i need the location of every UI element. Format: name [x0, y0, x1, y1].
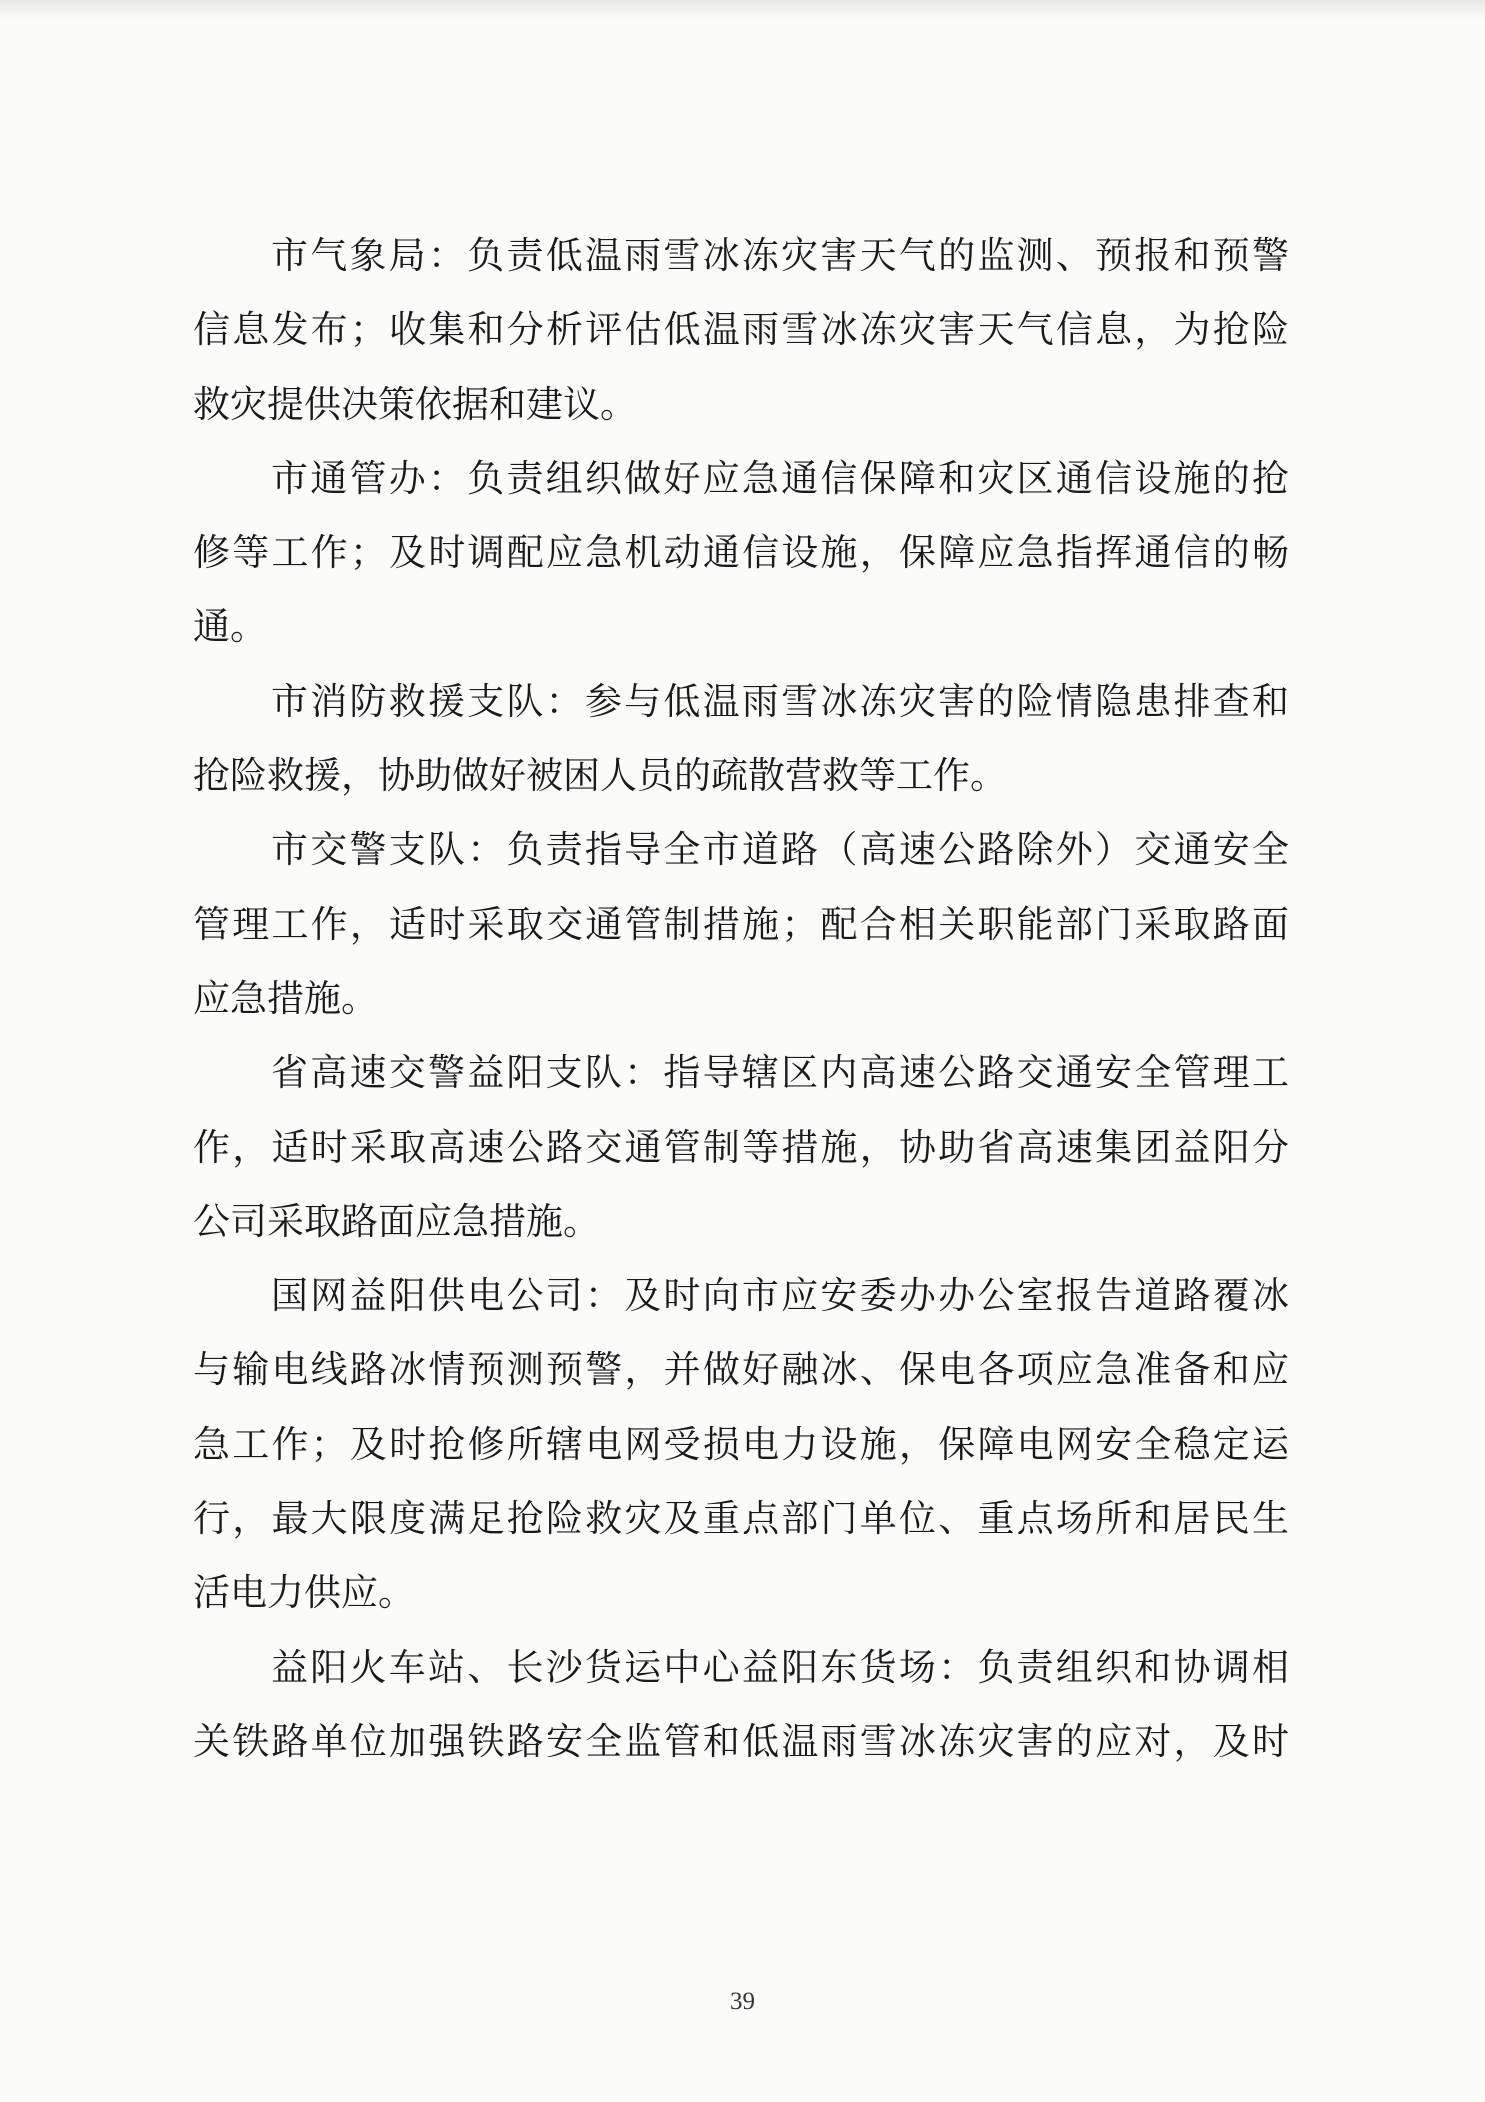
paragraph-line: 市消防救援支队：参与低温雨雪冰冻灾害的险情隐患排查和: [271, 679, 1289, 723]
paragraph-line: 修等工作；及时调配应急机动通信设施，保障应急指挥通信的畅: [193, 531, 1289, 575]
paragraph-line: 活电力供应。: [193, 1571, 415, 1615]
paragraph-line: 救灾提供决策依据和建议。: [193, 382, 637, 426]
paragraph-line: 公司采取路面应急措施。: [193, 1199, 600, 1243]
scan-edge: [0, 0, 1485, 22]
paragraph-line: 通。: [193, 605, 267, 649]
paragraph-line: 关铁路单位加强铁路安全监管和低温雨雪冰冻灾害的应对，及时: [193, 1719, 1289, 1763]
paragraph-line: 抢险救援，协助做好被困人员的疏散营救等工作。: [193, 754, 1007, 798]
paragraph-line: 国网益阳供电公司：及时向市应安委办办公室报告道路覆冰: [271, 1274, 1289, 1318]
paragraph-line: 作，适时采取高速公路交通管制等措施，协助省高速集团益阳分: [193, 1125, 1289, 1169]
paragraph-line: 与输电线路冰情预测预警，并做好融冰、保电各项应急准备和应: [193, 1348, 1289, 1392]
page-number: 39: [730, 1988, 755, 2015]
paragraph-line: 益阳火车站、长沙货运中心益阳东货场：负责组织和协调相: [271, 1645, 1289, 1689]
paragraph-line: 信息发布；收集和分析评估低温雨雪冰冻灾害天气信息，为抢险: [193, 308, 1289, 352]
body-text: [193, 219, 1289, 1779]
paragraph-line: 应急措施。: [193, 976, 378, 1020]
paragraph-line: 市气象局：负责低温雨雪冰冻灾害天气的监测、预报和预警: [271, 234, 1289, 277]
paragraph-line: 省高速交警益阳支队：指导辖区内高速公路交通安全管理工: [271, 1051, 1289, 1095]
paragraph-line: 市通管办：负责组织做好应急通信保障和灾区通信设施的抢: [271, 456, 1289, 500]
paragraph-line: 急工作；及时抢修所辖电网受损电力设施，保障电网安全稳定运: [193, 1422, 1289, 1466]
paragraph-line: 管理工作，适时采取交通管制措施；配合相关职能部门采取路面: [193, 902, 1289, 946]
paragraph-line: 行，最大限度满足抢险救灾及重点部门单位、重点场所和居民生: [193, 1497, 1289, 1541]
paragraph-line: 市交警支队：负责指导全市道路（高速公路除外）交通安全: [271, 828, 1289, 872]
